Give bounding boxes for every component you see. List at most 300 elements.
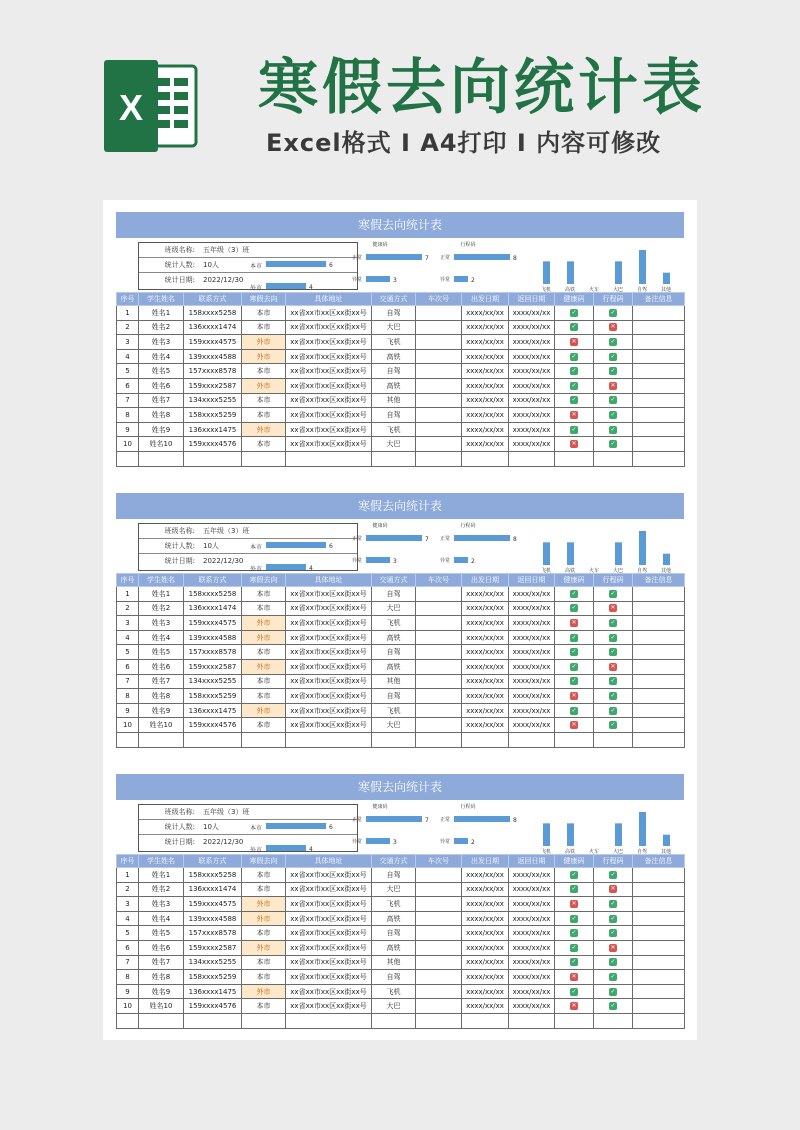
cell-name[interactable]: 姓名6 <box>139 659 184 674</box>
cell-trans[interactable]: 自驾 <box>372 868 416 883</box>
cell-health[interactable] <box>555 984 594 999</box>
cell-phone[interactable]: 136xxxx1475 <box>184 422 242 437</box>
cell-health[interactable] <box>555 587 594 602</box>
cell-no[interactable]: 10 <box>117 718 139 733</box>
cell-trip[interactable] <box>594 882 633 897</box>
cell-health[interactable] <box>555 674 594 689</box>
empty-cell[interactable] <box>117 1013 139 1028</box>
cell-trans[interactable]: 其他 <box>372 955 416 970</box>
cell-return[interactable]: xxxx/xx/xx <box>509 882 555 897</box>
cell-trip[interactable] <box>594 718 633 733</box>
cell-depart[interactable]: xxxx/xx/xx <box>462 320 509 335</box>
cell-depart[interactable]: xxxx/xx/xx <box>462 408 509 423</box>
cell-phone[interactable]: 136xxxx1474 <box>184 320 242 335</box>
cell-train[interactable] <box>416 659 462 674</box>
cell-name[interactable]: 姓名8 <box>139 408 184 423</box>
cell-phone[interactable]: 158xxxx5258 <box>184 868 242 883</box>
cell-depart[interactable]: xxxx/xx/xx <box>462 616 509 631</box>
cell-depart[interactable]: xxxx/xx/xx <box>462 393 509 408</box>
cell-dest[interactable]: 本市 <box>242 645 286 660</box>
empty-cell[interactable] <box>594 1013 633 1028</box>
cell-train[interactable] <box>416 378 462 393</box>
cell-trans[interactable]: 其他 <box>372 674 416 689</box>
cell-phone[interactable]: 136xxxx1474 <box>184 882 242 897</box>
cell-name[interactable]: 姓名6 <box>139 378 184 393</box>
empty-cell[interactable] <box>372 732 416 747</box>
cell-addr[interactable]: xx省xx市xx区xx街xx号 <box>286 674 372 689</box>
column-header[interactable]: 行程码 <box>594 293 633 306</box>
cell-train[interactable] <box>416 703 462 718</box>
column-header[interactable]: 交通方式 <box>372 293 416 306</box>
column-header[interactable]: 备注信息 <box>633 855 685 868</box>
cell-dest[interactable]: 外市 <box>242 630 286 645</box>
cell-train[interactable] <box>416 999 462 1014</box>
column-header[interactable]: 具体地址 <box>286 293 372 306</box>
cell-depart[interactable]: xxxx/xx/xx <box>462 437 509 452</box>
cell-train[interactable] <box>416 882 462 897</box>
cell-trans[interactable]: 高铁 <box>372 911 416 926</box>
cell-trans[interactable]: 飞机 <box>372 335 416 350</box>
empty-cell[interactable] <box>555 1013 594 1028</box>
empty-cell[interactable] <box>462 732 509 747</box>
cell-train[interactable] <box>416 940 462 955</box>
cell-name[interactable]: 姓名9 <box>139 703 184 718</box>
cell-phone[interactable]: 159xxxx2587 <box>184 378 242 393</box>
cell-train[interactable] <box>416 897 462 912</box>
cell-name[interactable]: 姓名8 <box>139 689 184 704</box>
cell-note[interactable] <box>633 897 685 912</box>
empty-cell[interactable] <box>117 451 139 466</box>
cell-dest[interactable]: 本市 <box>242 999 286 1014</box>
info-value[interactable]: 2022/12/30 <box>203 557 244 565</box>
empty-cell[interactable] <box>462 1013 509 1028</box>
cell-note[interactable] <box>633 601 685 616</box>
empty-cell[interactable] <box>184 1013 242 1028</box>
cell-no[interactable]: 7 <box>117 393 139 408</box>
column-header[interactable]: 健康码 <box>555 855 594 868</box>
cell-train[interactable] <box>416 408 462 423</box>
empty-cell[interactable] <box>509 451 555 466</box>
cell-train[interactable] <box>416 601 462 616</box>
cell-depart[interactable]: xxxx/xx/xx <box>462 364 509 379</box>
column-header[interactable]: 备注信息 <box>633 293 685 306</box>
cell-depart[interactable]: xxxx/xx/xx <box>462 378 509 393</box>
cell-no[interactable]: 1 <box>117 587 139 602</box>
cell-no[interactable]: 8 <box>117 970 139 985</box>
column-header[interactable]: 联系方式 <box>184 293 242 306</box>
cell-return[interactable]: xxxx/xx/xx <box>509 616 555 631</box>
cell-trans[interactable]: 大巴 <box>372 437 416 452</box>
cell-return[interactable]: xxxx/xx/xx <box>509 689 555 704</box>
cell-depart[interactable]: xxxx/xx/xx <box>462 306 509 321</box>
cell-trip[interactable] <box>594 306 633 321</box>
cell-trans[interactable]: 大巴 <box>372 718 416 733</box>
cell-health[interactable] <box>555 911 594 926</box>
info-value[interactable]: 五年级（3）班 <box>203 246 250 254</box>
cell-name[interactable]: 姓名9 <box>139 984 184 999</box>
cell-phone[interactable]: 157xxxx8578 <box>184 645 242 660</box>
column-header[interactable]: 健康码 <box>555 293 594 306</box>
cell-dest[interactable]: 外市 <box>242 616 286 631</box>
cell-health[interactable] <box>555 999 594 1014</box>
cell-return[interactable]: xxxx/xx/xx <box>509 955 555 970</box>
cell-train[interactable] <box>416 868 462 883</box>
empty-cell[interactable] <box>139 451 184 466</box>
cell-note[interactable] <box>633 882 685 897</box>
info-value[interactable]: 2022/12/30 <box>203 838 244 846</box>
cell-train[interactable] <box>416 364 462 379</box>
empty-cell[interactable] <box>139 1013 184 1028</box>
cell-no[interactable]: 2 <box>117 320 139 335</box>
cell-trip[interactable] <box>594 999 633 1014</box>
cell-dest[interactable]: 本市 <box>242 393 286 408</box>
cell-phone[interactable]: 159xxxx4575 <box>184 616 242 631</box>
empty-cell[interactable] <box>184 451 242 466</box>
empty-cell[interactable] <box>184 732 242 747</box>
cell-train[interactable] <box>416 349 462 364</box>
column-header[interactable]: 序号 <box>117 855 139 868</box>
cell-trip[interactable] <box>594 926 633 941</box>
cell-return[interactable]: xxxx/xx/xx <box>509 349 555 364</box>
cell-depart[interactable]: xxxx/xx/xx <box>462 999 509 1014</box>
cell-addr[interactable]: xx省xx市xx区xx街xx号 <box>286 349 372 364</box>
cell-return[interactable]: xxxx/xx/xx <box>509 393 555 408</box>
cell-train[interactable] <box>416 645 462 660</box>
cell-return[interactable]: xxxx/xx/xx <box>509 897 555 912</box>
cell-dest[interactable]: 外市 <box>242 422 286 437</box>
cell-note[interactable] <box>633 408 685 423</box>
cell-dest[interactable]: 外市 <box>242 940 286 955</box>
cell-dest[interactable]: 外市 <box>242 335 286 350</box>
empty-cell[interactable] <box>462 451 509 466</box>
cell-trip[interactable] <box>594 378 633 393</box>
cell-trans[interactable]: 自驾 <box>372 587 416 602</box>
column-header[interactable]: 学生姓名 <box>139 293 184 306</box>
cell-train[interactable] <box>416 335 462 350</box>
cell-trans[interactable]: 高铁 <box>372 630 416 645</box>
cell-train[interactable] <box>416 320 462 335</box>
cell-addr[interactable]: xx省xx市xx区xx街xx号 <box>286 616 372 631</box>
cell-name[interactable]: 姓名10 <box>139 999 184 1014</box>
cell-health[interactable] <box>555 320 594 335</box>
empty-cell[interactable] <box>286 1013 372 1028</box>
cell-dest[interactable]: 本市 <box>242 868 286 883</box>
cell-return[interactable]: xxxx/xx/xx <box>509 437 555 452</box>
cell-phone[interactable]: 159xxxx4575 <box>184 897 242 912</box>
cell-health[interactable] <box>555 970 594 985</box>
cell-note[interactable] <box>633 674 685 689</box>
cell-phone[interactable]: 134xxxx5255 <box>184 674 242 689</box>
cell-note[interactable] <box>633 364 685 379</box>
column-header[interactable]: 寒假去向 <box>242 574 286 587</box>
cell-trip[interactable] <box>594 984 633 999</box>
column-header[interactable]: 出发日期 <box>462 293 509 306</box>
cell-health[interactable] <box>555 882 594 897</box>
cell-no[interactable]: 6 <box>117 940 139 955</box>
column-header[interactable]: 寒假去向 <box>242 293 286 306</box>
cell-addr[interactable]: xx省xx市xx区xx街xx号 <box>286 911 372 926</box>
info-value[interactable]: 10人 <box>203 261 219 269</box>
cell-name[interactable]: 姓名2 <box>139 882 184 897</box>
cell-train[interactable] <box>416 984 462 999</box>
empty-cell[interactable] <box>594 451 633 466</box>
cell-dest[interactable]: 本市 <box>242 437 286 452</box>
cell-note[interactable] <box>633 659 685 674</box>
cell-note[interactable] <box>633 422 685 437</box>
cell-trip[interactable] <box>594 616 633 631</box>
cell-phone[interactable]: 158xxxx5259 <box>184 689 242 704</box>
cell-trip[interactable] <box>594 587 633 602</box>
cell-no[interactable]: 6 <box>117 378 139 393</box>
cell-addr[interactable]: xx省xx市xx区xx街xx号 <box>286 659 372 674</box>
cell-dest[interactable]: 外市 <box>242 703 286 718</box>
cell-train[interactable] <box>416 674 462 689</box>
cell-name[interactable]: 姓名9 <box>139 422 184 437</box>
cell-no[interactable]: 5 <box>117 364 139 379</box>
cell-return[interactable]: xxxx/xx/xx <box>509 659 555 674</box>
cell-trip[interactable] <box>594 364 633 379</box>
empty-cell[interactable] <box>416 1013 462 1028</box>
cell-name[interactable]: 姓名8 <box>139 970 184 985</box>
cell-train[interactable] <box>416 970 462 985</box>
cell-note[interactable] <box>633 955 685 970</box>
cell-train[interactable] <box>416 718 462 733</box>
cell-no[interactable]: 3 <box>117 616 139 631</box>
column-header[interactable]: 序号 <box>117 574 139 587</box>
cell-train[interactable] <box>416 689 462 704</box>
empty-cell[interactable] <box>555 732 594 747</box>
cell-depart[interactable]: xxxx/xx/xx <box>462 984 509 999</box>
cell-health[interactable] <box>555 897 594 912</box>
cell-no[interactable]: 9 <box>117 984 139 999</box>
cell-trip[interactable] <box>594 601 633 616</box>
cell-trip[interactable] <box>594 868 633 883</box>
empty-cell[interactable] <box>117 732 139 747</box>
cell-health[interactable] <box>555 645 594 660</box>
cell-name[interactable]: 姓名1 <box>139 587 184 602</box>
cell-no[interactable]: 5 <box>117 926 139 941</box>
cell-trip[interactable] <box>594 630 633 645</box>
cell-phone[interactable]: 136xxxx1475 <box>184 984 242 999</box>
column-header[interactable]: 行程码 <box>594 855 633 868</box>
cell-phone[interactable]: 139xxxx4588 <box>184 911 242 926</box>
cell-note[interactable] <box>633 378 685 393</box>
column-header[interactable]: 联系方式 <box>184 574 242 587</box>
cell-name[interactable]: 姓名7 <box>139 393 184 408</box>
cell-phone[interactable]: 159xxxx4576 <box>184 999 242 1014</box>
cell-depart[interactable]: xxxx/xx/xx <box>462 689 509 704</box>
cell-phone[interactable]: 159xxxx4576 <box>184 718 242 733</box>
cell-phone[interactable]: 136xxxx1474 <box>184 601 242 616</box>
cell-no[interactable]: 10 <box>117 999 139 1014</box>
cell-dest[interactable]: 本市 <box>242 674 286 689</box>
cell-health[interactable] <box>555 437 594 452</box>
column-header[interactable]: 车次号 <box>416 855 462 868</box>
cell-health[interactable] <box>555 393 594 408</box>
cell-depart[interactable]: xxxx/xx/xx <box>462 703 509 718</box>
column-header[interactable]: 寒假去向 <box>242 855 286 868</box>
cell-addr[interactable]: xx省xx市xx区xx街xx号 <box>286 897 372 912</box>
cell-phone[interactable]: 134xxxx5255 <box>184 393 242 408</box>
cell-health[interactable] <box>555 601 594 616</box>
cell-note[interactable] <box>633 616 685 631</box>
cell-note[interactable] <box>633 306 685 321</box>
cell-note[interactable] <box>633 984 685 999</box>
cell-no[interactable]: 9 <box>117 703 139 718</box>
cell-health[interactable] <box>555 349 594 364</box>
cell-trans[interactable]: 自驾 <box>372 689 416 704</box>
cell-trans[interactable]: 飞机 <box>372 422 416 437</box>
cell-phone[interactable]: 136xxxx1475 <box>184 703 242 718</box>
cell-addr[interactable]: xx省xx市xx区xx街xx号 <box>286 320 372 335</box>
cell-return[interactable]: xxxx/xx/xx <box>509 999 555 1014</box>
empty-cell[interactable] <box>242 451 286 466</box>
column-header[interactable]: 具体地址 <box>286 855 372 868</box>
cell-name[interactable]: 姓名2 <box>139 320 184 335</box>
cell-depart[interactable]: xxxx/xx/xx <box>462 659 509 674</box>
info-value[interactable]: 10人 <box>203 542 219 550</box>
cell-dest[interactable]: 本市 <box>242 882 286 897</box>
cell-trans[interactable]: 大巴 <box>372 320 416 335</box>
cell-dest[interactable]: 本市 <box>242 689 286 704</box>
cell-phone[interactable]: 159xxxx2587 <box>184 940 242 955</box>
cell-note[interactable] <box>633 320 685 335</box>
cell-return[interactable]: xxxx/xx/xx <box>509 422 555 437</box>
cell-depart[interactable]: xxxx/xx/xx <box>462 422 509 437</box>
cell-note[interactable] <box>633 437 685 452</box>
cell-train[interactable] <box>416 926 462 941</box>
cell-trip[interactable] <box>594 335 633 350</box>
cell-trip[interactable] <box>594 911 633 926</box>
column-header[interactable]: 车次号 <box>416 574 462 587</box>
cell-return[interactable]: xxxx/xx/xx <box>509 587 555 602</box>
cell-dest[interactable]: 本市 <box>242 601 286 616</box>
cell-trans[interactable]: 大巴 <box>372 999 416 1014</box>
cell-name[interactable]: 姓名2 <box>139 601 184 616</box>
cell-addr[interactable]: xx省xx市xx区xx街xx号 <box>286 364 372 379</box>
cell-trip[interactable] <box>594 437 633 452</box>
cell-trans[interactable]: 自驾 <box>372 364 416 379</box>
cell-addr[interactable]: xx省xx市xx区xx街xx号 <box>286 868 372 883</box>
cell-depart[interactable]: xxxx/xx/xx <box>462 868 509 883</box>
cell-return[interactable]: xxxx/xx/xx <box>509 911 555 926</box>
cell-trip[interactable] <box>594 674 633 689</box>
cell-return[interactable]: xxxx/xx/xx <box>509 306 555 321</box>
empty-cell[interactable] <box>509 1013 555 1028</box>
cell-trip[interactable] <box>594 940 633 955</box>
empty-cell[interactable] <box>372 1013 416 1028</box>
info-value[interactable]: 五年级（3）班 <box>203 808 250 816</box>
info-value[interactable]: 10人 <box>203 823 219 831</box>
cell-return[interactable]: xxxx/xx/xx <box>509 364 555 379</box>
cell-depart[interactable]: xxxx/xx/xx <box>462 970 509 985</box>
cell-return[interactable]: xxxx/xx/xx <box>509 674 555 689</box>
cell-phone[interactable]: 158xxxx5259 <box>184 970 242 985</box>
cell-no[interactable]: 4 <box>117 911 139 926</box>
cell-no[interactable]: 9 <box>117 422 139 437</box>
cell-trans[interactable]: 大巴 <box>372 882 416 897</box>
cell-phone[interactable]: 157xxxx8578 <box>184 364 242 379</box>
cell-return[interactable]: xxxx/xx/xx <box>509 335 555 350</box>
cell-health[interactable] <box>555 306 594 321</box>
cell-trip[interactable] <box>594 897 633 912</box>
cell-trans[interactable]: 其他 <box>372 393 416 408</box>
empty-cell[interactable] <box>286 732 372 747</box>
cell-no[interactable]: 2 <box>117 882 139 897</box>
cell-train[interactable] <box>416 437 462 452</box>
cell-dest[interactable]: 本市 <box>242 970 286 985</box>
cell-no[interactable]: 8 <box>117 689 139 704</box>
cell-addr[interactable]: xx省xx市xx区xx街xx号 <box>286 718 372 733</box>
cell-dest[interactable]: 外市 <box>242 911 286 926</box>
cell-trip[interactable] <box>594 955 633 970</box>
cell-addr[interactable]: xx省xx市xx区xx街xx号 <box>286 630 372 645</box>
cell-trans[interactable]: 高铁 <box>372 659 416 674</box>
cell-phone[interactable]: 158xxxx5258 <box>184 306 242 321</box>
empty-cell[interactable] <box>594 732 633 747</box>
empty-cell[interactable] <box>286 451 372 466</box>
column-header[interactable]: 车次号 <box>416 293 462 306</box>
cell-addr[interactable]: xx省xx市xx区xx街xx号 <box>286 422 372 437</box>
cell-health[interactable] <box>555 659 594 674</box>
cell-return[interactable]: xxxx/xx/xx <box>509 630 555 645</box>
cell-trip[interactable] <box>594 393 633 408</box>
cell-dest[interactable]: 本市 <box>242 408 286 423</box>
empty-cell[interactable] <box>372 451 416 466</box>
cell-addr[interactable]: xx省xx市xx区xx街xx号 <box>286 408 372 423</box>
cell-dest[interactable]: 外市 <box>242 984 286 999</box>
cell-note[interactable] <box>633 703 685 718</box>
cell-dest[interactable]: 本市 <box>242 364 286 379</box>
cell-train[interactable] <box>416 616 462 631</box>
cell-health[interactable] <box>555 955 594 970</box>
cell-health[interactable] <box>555 926 594 941</box>
cell-return[interactable]: xxxx/xx/xx <box>509 940 555 955</box>
cell-name[interactable]: 姓名1 <box>139 306 184 321</box>
cell-addr[interactable]: xx省xx市xx区xx街xx号 <box>286 378 372 393</box>
cell-dest[interactable]: 外市 <box>242 659 286 674</box>
cell-train[interactable] <box>416 393 462 408</box>
cell-trans[interactable]: 自驾 <box>372 408 416 423</box>
cell-dest[interactable]: 外市 <box>242 378 286 393</box>
cell-trans[interactable]: 自驾 <box>372 926 416 941</box>
cell-no[interactable]: 2 <box>117 601 139 616</box>
cell-trans[interactable]: 飞机 <box>372 897 416 912</box>
cell-depart[interactable]: xxxx/xx/xx <box>462 335 509 350</box>
cell-health[interactable] <box>555 689 594 704</box>
cell-health[interactable] <box>555 364 594 379</box>
cell-addr[interactable]: xx省xx市xx区xx街xx号 <box>286 940 372 955</box>
cell-name[interactable]: 姓名7 <box>139 674 184 689</box>
cell-addr[interactable]: xx省xx市xx区xx街xx号 <box>286 955 372 970</box>
cell-addr[interactable]: xx省xx市xx区xx街xx号 <box>286 645 372 660</box>
cell-trans[interactable]: 高铁 <box>372 378 416 393</box>
cell-phone[interactable]: 139xxxx4588 <box>184 630 242 645</box>
cell-no[interactable]: 8 <box>117 408 139 423</box>
cell-addr[interactable]: xx省xx市xx区xx街xx号 <box>286 601 372 616</box>
cell-phone[interactable]: 159xxxx4576 <box>184 437 242 452</box>
cell-name[interactable]: 姓名10 <box>139 718 184 733</box>
cell-phone[interactable]: 159xxxx2587 <box>184 659 242 674</box>
cell-dest[interactable]: 本市 <box>242 320 286 335</box>
cell-return[interactable]: xxxx/xx/xx <box>509 703 555 718</box>
cell-no[interactable]: 3 <box>117 897 139 912</box>
cell-addr[interactable]: xx省xx市xx区xx街xx号 <box>286 926 372 941</box>
cell-trip[interactable] <box>594 970 633 985</box>
empty-cell[interactable] <box>139 732 184 747</box>
cell-name[interactable]: 姓名4 <box>139 630 184 645</box>
cell-depart[interactable]: xxxx/xx/xx <box>462 718 509 733</box>
